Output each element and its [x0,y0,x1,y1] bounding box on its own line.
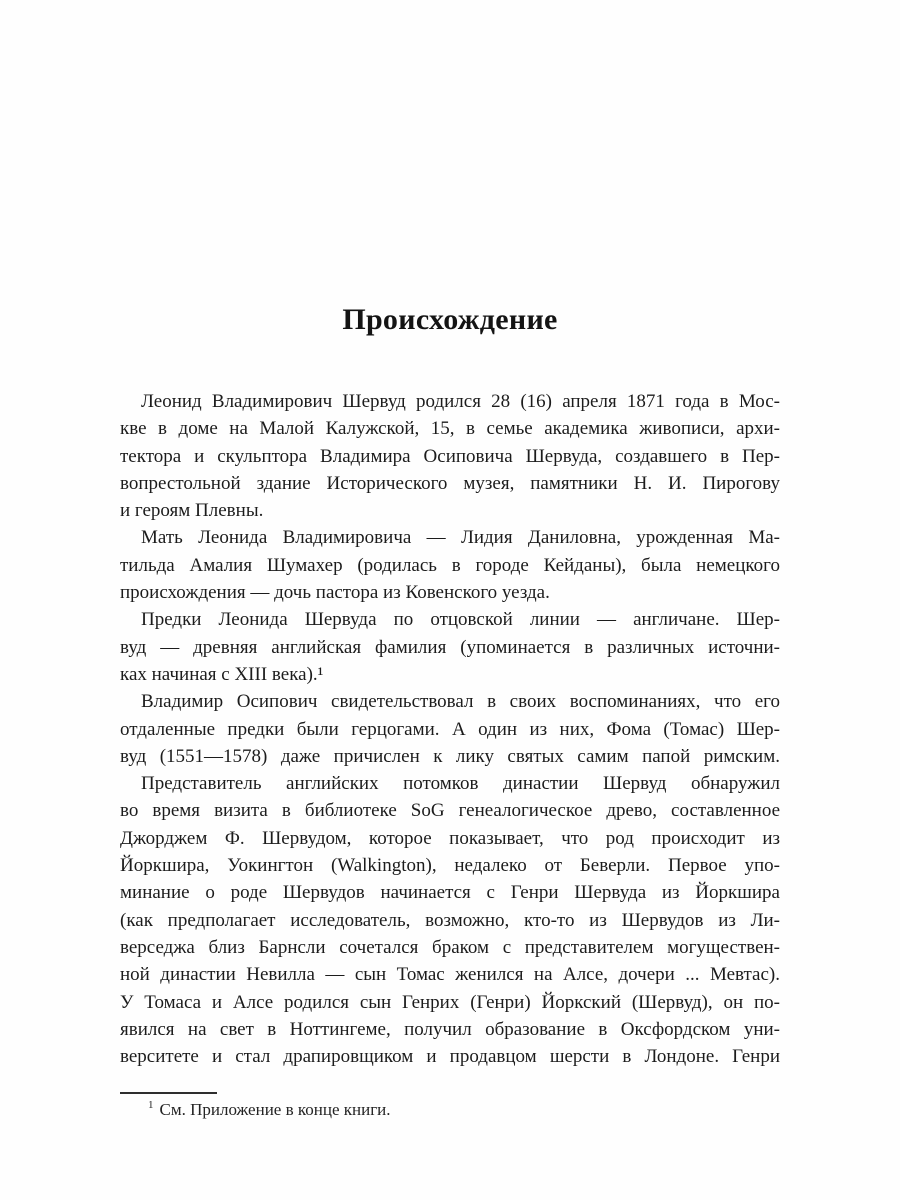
text-line: Леонид Владимирович Шервуд родился 28 (16) апреля 1871 года в Мос- [141,391,780,412]
paragraph [120,524,780,606]
body-text [120,388,780,1070]
footnote [120,1099,780,1121]
text-line: ной династии Невилла — сын Томас женился на Алсе, дочери ... Мевтас). [120,964,780,986]
chapter-title: Происхождение [342,303,558,336]
text-line: тильда Амалия Шумахер (родилась в городе Кейданы), была немецкого [120,554,780,576]
text-line: минание о роде Шервудов начинается с Генри Шервуда из Йоркшира [120,882,780,904]
text-line: ках начиная с XIII века).¹ [120,663,324,685]
paragraph [120,688,780,770]
footnote-marker: 1 [148,1099,154,1112]
text-line: отдаленные предки были герцогами. А один из них, Фома (Томас) Шер- [120,718,780,740]
paragraph [120,606,780,688]
text-line: явился на свет в Ноттингеме, получил образование в Оксфордском уни- [120,1018,780,1040]
text-line: Мать Леонида Владимировича — Лидия Даниловна, урожденная Ма- [141,527,780,549]
text-line: Представитель английских потомков династии Шервуд обнаружил [141,773,780,795]
paragraph [120,770,780,1070]
text-line: и героям Плевны. [120,500,264,522]
text-line: Джорджем Ф. Шервудом, которое показывает, что род происходит из [120,827,780,849]
text-line: Предки Леонида Шервуда по отцовской линии — англичане. Шер- [141,609,780,631]
paragraph [120,388,780,524]
text-line: верситете и стал драпировщиком и продавцом шерсти в Лондоне. Генри [120,1046,780,1068]
footnote-divider [120,1092,217,1094]
text-line: во время визита в библиотеке SoG генеалогическое древо, составленное [120,800,780,822]
text-line: Йоркшира, Уокингтон (Walkington), недалеко от Беверли. Первое упо- [120,855,780,877]
text-line: вопрестольной здание Исторического музея, памятники Н. И. Пирогову [120,472,780,494]
text-line: Владимир Осипович свидетельствовал в своих воспоминаниях, что его [141,691,780,713]
text-line: У Томаса и Алсе родился сын Генрих (Генри) Йоркский (Шервуд), он по- [120,991,780,1013]
text-line: (как предполагает исследователь, возможно, кто-то из Шервудов из Ли- [120,909,780,931]
text-line: вуд — древняя английская фамилия (упоминается в различных источни- [120,636,780,658]
text-line: кве в доме на Малой Калужской, 15, в семье академика живописи, архи- [120,418,780,440]
text-line: верседжа близ Барнсли сочетался браком с представителем могуществен- [120,936,780,958]
text-line: происхождения — дочь пастора из Ковенского уезда. [120,582,550,604]
footnote-text: См. Приложение в конце книги. [159,1100,391,1119]
text-line: вуд (1551—1578) даже причислен к лику святых самим папой римским. [120,745,780,767]
text-line: тектора и скульптора Владимира Осиповича Шервуда, создавшего в Пер- [120,445,780,467]
